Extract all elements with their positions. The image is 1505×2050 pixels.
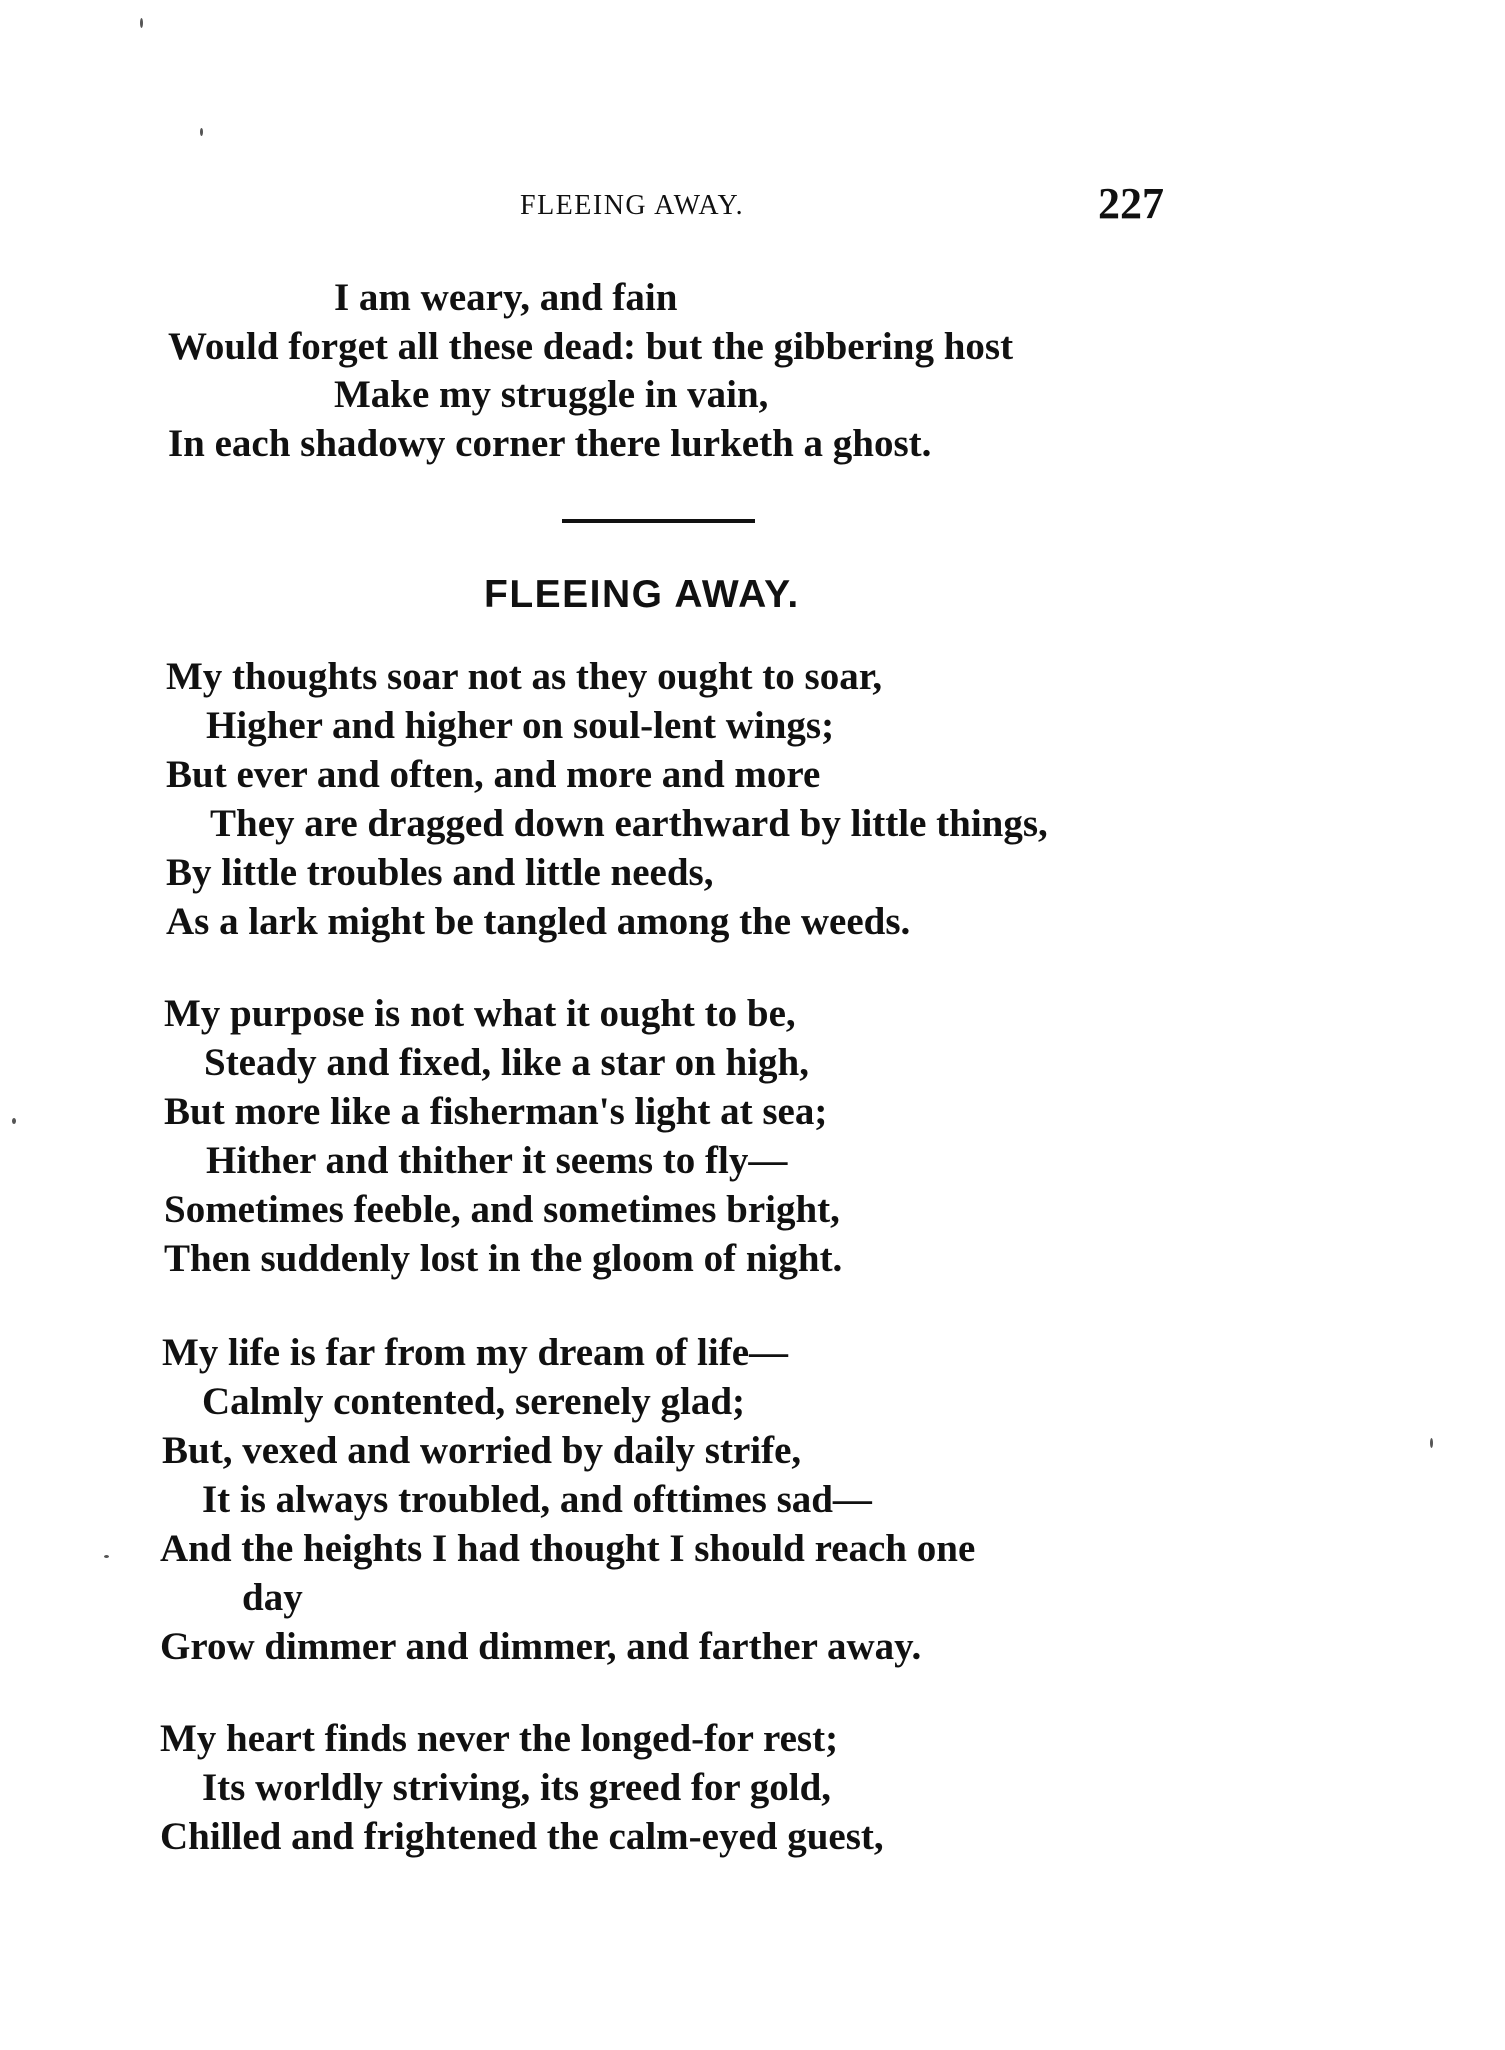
scan-speck — [1430, 1438, 1433, 1448]
poem-title: FLEEING AWAY. — [484, 573, 800, 616]
poem-line: Chilled and frightened the calm-eyed guest, — [160, 1815, 884, 1858]
running-title: FLEEING AWAY. — [520, 190, 745, 221]
poem-line: My heart finds never the longed-for rest; — [160, 1717, 839, 1760]
poem-line: Sometimes feeble, and sometimes bright, — [164, 1188, 840, 1231]
poem-line: My life is far from my dream of life— — [162, 1331, 788, 1374]
poem-line: By little troubles and little needs, — [166, 851, 714, 894]
poem-line: Would forget all these dead: but the gibbering host — [168, 325, 1014, 368]
scan-speck — [12, 1118, 16, 1124]
poem-line: But ever and often, and more and more — [166, 753, 821, 796]
poem-line: Grow dimmer and dimmer, and farther away. — [160, 1625, 922, 1668]
poem-line: As a lark might be tangled among the weeds. — [166, 900, 911, 943]
poem-line: Make my struggle in vain, — [334, 373, 769, 416]
scan-speck — [104, 1555, 109, 1558]
page-number: 227 — [1098, 179, 1164, 228]
poem-line: Calmly contented, serenely glad; — [202, 1380, 746, 1423]
poem-line: In each shadowy corner there lurketh a ghost. — [168, 422, 932, 465]
poem-line: Steady and fixed, like a star on high, — [204, 1041, 809, 1084]
poem-line: It is always troubled, and ofttimes sad— — [202, 1478, 872, 1521]
scan-speck — [200, 128, 203, 136]
poem-line: But more like a fisherman's light at sea; — [164, 1090, 828, 1133]
poem-line: They are dragged down earthward by little things, — [210, 802, 1048, 845]
section-divider — [562, 519, 755, 523]
scan-speck — [140, 18, 143, 28]
poem-line: Then suddenly lost in the gloom of night. — [164, 1237, 843, 1280]
poem-line: day — [242, 1576, 303, 1619]
poem-line: I am weary, and fain — [334, 276, 678, 319]
poem-line: Its worldly striving, its greed for gold, — [202, 1766, 832, 1809]
poem-line: My purpose is not what it ought to be, — [164, 992, 796, 1035]
poem-line: But, vexed and worried by daily strife, — [162, 1429, 802, 1472]
poem-line: Higher and higher on soul-lent wings; — [206, 704, 835, 747]
poem-line: And the heights I had thought I should reach one — [160, 1527, 976, 1570]
poem-line: My thoughts soar not as they ought to soar, — [166, 655, 883, 698]
poem-line: Hither and thither it seems to fly— — [206, 1139, 788, 1182]
